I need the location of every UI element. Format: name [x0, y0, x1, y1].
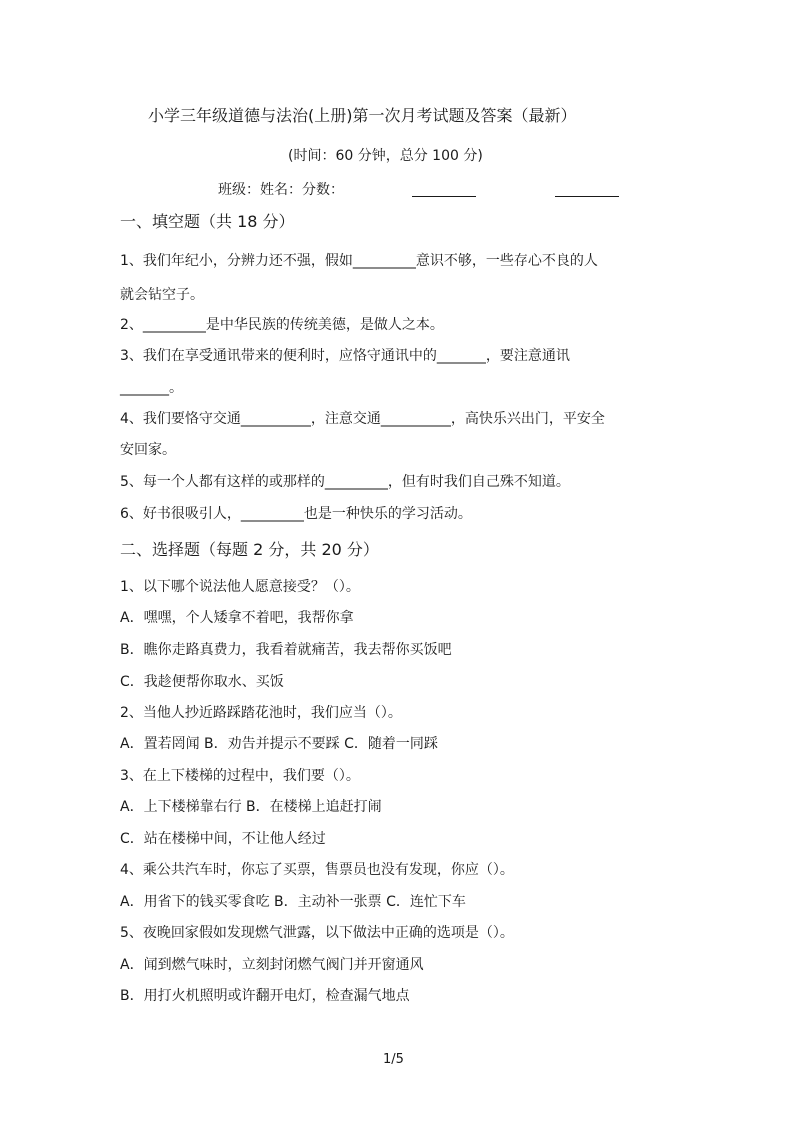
- option-line: A．用省下的钱买零食吃 B．主动补一张票 C．连忙下车: [120, 894, 466, 910]
- question-line: 2、当他人抄近路踩踏花池时，我们应当（）。: [120, 705, 402, 721]
- option-line: C．站在楼梯中间，不让他人经过: [120, 831, 326, 847]
- question-line: 就会钻空子。: [120, 287, 204, 303]
- info-blank-2: [555, 196, 619, 197]
- exam-title: 小学三年级道德与法治(上册)第一次月考试题及答案（最新）: [148, 106, 577, 125]
- option-line: A．置若罔闻 B．劝告并提示不要踩 C．随着一同踩: [120, 736, 438, 752]
- question-line: 2、_________是中华民族的传统美德，是做人之本。: [120, 317, 444, 333]
- question-line: 6、好书很吸引人，_________也是一种快乐的学习活动。: [120, 506, 472, 522]
- question-line: 4、乘公共汽车时，你忘了买票，售票员也没有发现，你应（）。: [120, 862, 514, 878]
- info-blank-1: [412, 196, 476, 197]
- option-line: B．用打火机照明或许翻开电灯，检查漏气地点: [120, 988, 410, 1004]
- question-line: 5、每一个人都有这样的或那样的_________，但有时我们自己殊不知道。: [120, 474, 570, 490]
- question-line: 3、在上下楼梯的过程中，我们要（）。: [120, 768, 360, 784]
- exam-subtitle: (时间：60 分钟，总分 100 分): [288, 148, 483, 164]
- question-line: 1、我们年纪小，分辨力还不强，假如_________意识不够，一些存心不良的人: [120, 253, 598, 269]
- page-number: 1/5: [383, 1052, 404, 1067]
- question-line: _______。: [120, 380, 183, 396]
- question-line: 5、夜晚回家假如发现燃气泄露，以下做法中正确的选项是（）。: [120, 925, 514, 941]
- option-line: C．我趁便帮你取水、买饭: [120, 674, 284, 690]
- section-heading-fill-blank: 一、填空题（共 18 分）: [120, 212, 295, 231]
- question-line: 安回家。: [120, 442, 176, 458]
- student-info-labels: 班级：姓名：分数：: [218, 182, 344, 198]
- section-heading-multiple-choice: 二、选择题（每题 2 分，共 20 分）: [120, 540, 379, 559]
- option-line: B．瞧你走路真费力，我看着就痛苦，我去帮你买饭吧: [120, 642, 452, 658]
- option-line: A．闻到燃气味时，立刻封闭燃气阀门并开窗通风: [120, 957, 424, 973]
- question-line: 3、我们在享受通讯带来的便利时，应恪守通讯中的_______，要注意通讯: [120, 348, 570, 364]
- option-line: A．上下楼梯靠右行 B．在楼梯上追赶打闹: [120, 799, 382, 815]
- question-line: 4、我们要恪守交通__________，注意交通__________，高快乐兴出门，平安全: [120, 411, 605, 427]
- question-line: 1、以下哪个说法他人愿意接受？（）。: [120, 579, 360, 595]
- option-line: A．嘿嘿，个人矮拿不着吧，我帮你拿: [120, 610, 354, 626]
